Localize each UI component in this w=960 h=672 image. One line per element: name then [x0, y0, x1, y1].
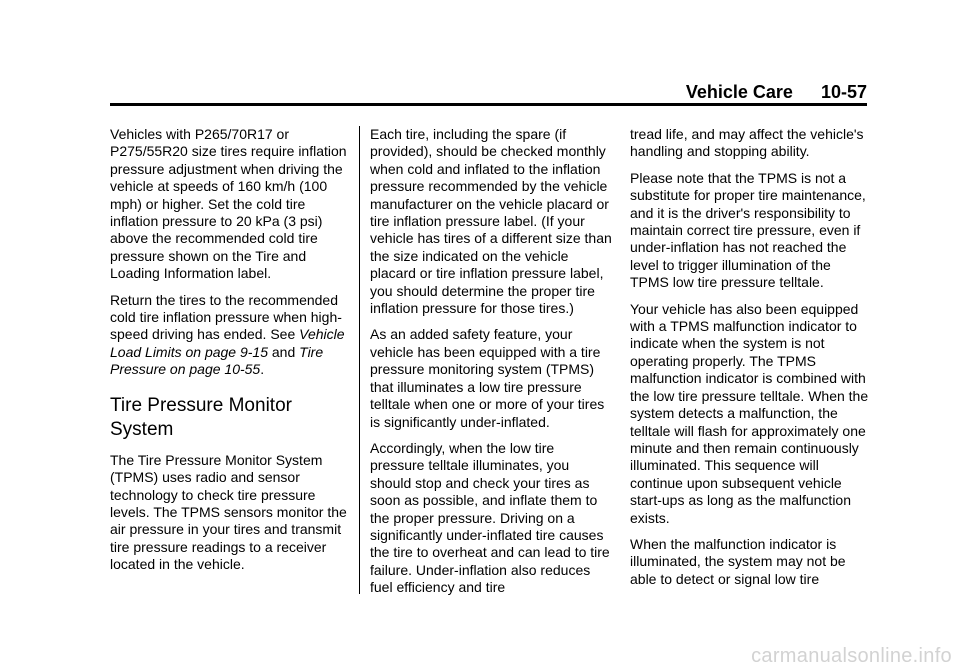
paragraph-not-substitute: Please note that the TPMS is not a substitute for proper tire maintenance, and it is the driver's responsibility to maintain correct tire pressure, even if under-inflation has not reached the level to trigger illumination of the TPMS low tire pressure telltale. — [630, 169, 866, 291]
paragraph-malfunction-illuminated: When the malfunction indicator is illuminated, the system may not be able to detect or signal low tire — [630, 535, 846, 587]
paragraph-high-speed-pressure: Vehicles with P265/70R17 or P275/55R20 size tires require inflation pressure adjustment when driving the vehicle at speeds of 160 km/h (100 mph) or higher. Set the cold tire inflation pressure to 20 kPa (3 psi) above the recommended cold tire pressure shown on the Tire and Loading Information label. — [110, 126, 347, 282]
paragraph-malfunction-indicator: Your vehicle has also been equipped with a TPMS malfunction indicator to indicate when the system is not operating properly. The TPMS malfunction indicator is combined with the low tire pressure telltale. When the system detects a malfunction, the telltale will flash for approximately one minute and then remain continuously illuminated. This sequence will continue upon subsequent vehicle start-ups as long as the malfunction exists. — [630, 300, 869, 526]
paragraph-safety-feature: As an added safety feature, your vehicle has been equipped with a tire pressure monitoring system (TPMS) that illuminates a low tire pressure telltale when one or more of your tires is significantly under-inflated. — [370, 326, 605, 430]
paragraph-text: . — [260, 361, 265, 378]
paragraph-telltale-action: Accordingly, when the low tire pressure telltale illuminates, you should stop and check your tires as soon as possible, and inflate them to the proper pressure. Driving on a significantly under-inflated tire causes the tire to overheat and can lead to tire failure. Under-inflation also reduces fuel efficiency and tire — [370, 439, 610, 596]
watermark: carmanualsonline.info — [751, 645, 952, 667]
paragraph-text: and — [268, 343, 300, 360]
paragraph-text: Return the tires to the recommended cold tire inflation pressure when high-speed driving has ended. See — [110, 291, 342, 343]
column-divider — [359, 126, 360, 594]
paragraph-return-tires — [110, 292, 352, 379]
paragraph-tread-life: tread life, and may affect the vehicle's handling and stopping ability. — [630, 126, 864, 160]
header-rule — [110, 103, 867, 106]
xref-tire-pressure[interactable]: Tire Pressure on page 10-55 — [110, 343, 324, 378]
xref-vehicle-load-limits[interactable]: Vehicle Load Limits on page 9-15 — [110, 326, 345, 360]
page-number: 10-57 — [820, 81, 867, 102]
paragraph-monthly-check: Each tire, including the spare (if provided), should be checked monthly when cold and inflated to the inflation pressure recommended by the vehicle manufacturer on the vehicle placard or tire inflation pressure label. (If your vehicle has tires of a different size than the size indicated on the vehicle placard or tire inflation pressure label, you should determine the proper tire inflation pressure for those tires.) — [370, 126, 612, 317]
page-header — [110, 78, 867, 106]
section-heading-tpms: Tire Pressure Monitor System — [110, 394, 292, 440]
column-2 — [370, 126, 612, 606]
column-3 — [630, 126, 872, 597]
section-title: Vehicle Care — [685, 81, 793, 102]
paragraph-tpms-intro: The Tire Pressure Monitor System (TPMS) uses radio and sensor technology to check tire pressure levels. The TPMS sensors monitor the air pressure in your tires and transmit tire pressure readings to a receiver located in the vehicle. — [110, 451, 347, 573]
column-1 — [110, 126, 352, 583]
